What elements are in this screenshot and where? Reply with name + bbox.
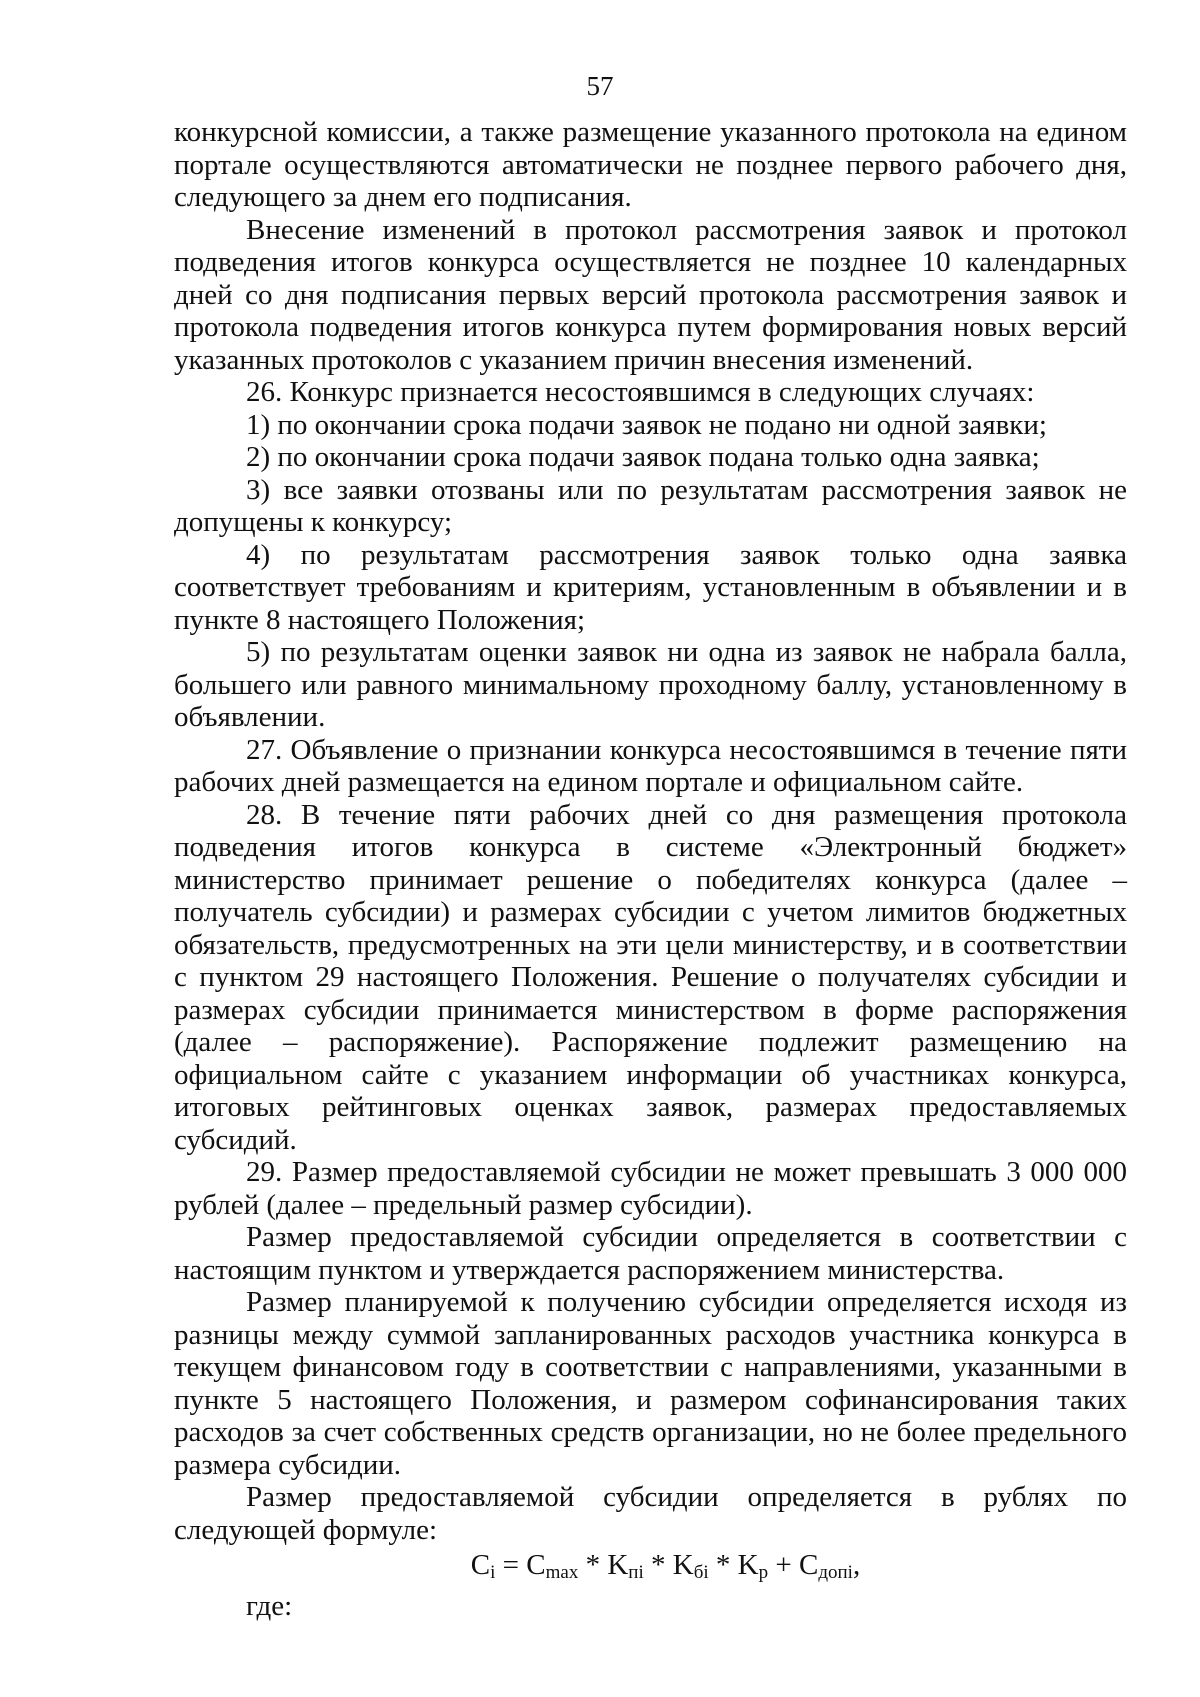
paragraph: 1) по окончании срока подачи заявок не подано ни одной заявки; [246,408,1047,441]
formula-op4: + C [768,1549,819,1581]
formula-sub-r: р [758,1562,769,1583]
formula-tail: , [852,1549,861,1581]
paragraph: 2) по окончании срока подачи заявок подана только одна заявка; [246,441,1040,473]
paragraph: 3) все заявки отозваны или по результатам рассмотрения заявок не допущены к конкурсу; [174,473,1127,538]
paragraph: 26. Конкурс признается несостоявшимся в следующих случаях: [246,376,1035,408]
formula-sub-dop: допi [818,1562,853,1583]
paragraph-list [174,116,1127,1546]
formula-eq: = C [495,1549,546,1581]
paragraph: 28. В течение пяти рабочих дней со дня размещения протокола подведения итогов конкурса в системе «Электронный бюджет» министерство принимает решение о победителях конкурса (далее – получатель субсидии) и размерах субсидии с учетом лимитов бюджетных обязательств, предусмотренных на эти цели министерству, и в соответствии с пунктом 29 настоящего Положения. Решение о получателях субсидии и размерах субсидии принимается министерством в форме распоряжения (далее – распоряжение). Распоряжение подлежит размещению на официальном сайте с указанием информации об участниках конкурса, итоговых рейтинговых оценках заявок, размерах предоставляемых субсидий. [174,798,1127,1156]
formula-c: C [470,1549,491,1581]
where-label: где: [246,1590,293,1622]
paragraph: Размер предоставляемой субсидии определяется в рублях по следующей формуле: [174,1481,1127,1546]
formula-op2: * K [643,1549,694,1581]
formula-sub-bi: бi [693,1562,709,1583]
formula-sub-i: i [490,1562,496,1583]
page-number: 57 [586,71,614,101]
paragraph: 27. Объявление о признании конкурса несостоявшимся в течение пяти рабочих дней размещается на едином портале и официальном сайте. [174,733,1127,798]
paragraph: 5) по результатам оценки заявок ни одна из заявок не набрала балла, большего или равного минимальному проходному баллу, установленному в объявлении. [174,636,1127,733]
paragraph: Внесение изменений в протокол рассмотрения заявок и протокол подведения итогов конкурса осуществляется не позднее 10 календарных дней со дня подписания первых версий протокола рассмотрения заявок и протокола подведения итогов конкурса путем формирования новых версий указанных протоколов с указанием причин внесения изменений. [174,213,1127,376]
paragraph: Размер предоставляемой субсидии определяется в соответствии с настоящим пунктом и утверждается распоряжением министерства. [174,1221,1127,1286]
paragraph: Размер планируемой к получению субсидии определяется исходя из разницы между суммой запланированных расходов участника конкурса в текущем финансовом году в соответствии с направлениями, указанными в пункте 5 настоящего Положения, и размером софинансирования таких расходов за счет собственных средств организации, но не более предельного размера субсидии. [174,1286,1127,1481]
paragraph: 4) по результатам рассмотрения заявок только одна заявка соответствует требованиям и критериям, установленным в объявлении и в пункте 8 настоящего Положения; [174,538,1127,636]
formula-op3: * K [708,1549,759,1581]
subsidy-formula [174,1546,1127,1584]
paragraph: 29. Размер предоставляемой субсидии не может превышать 3 000 000 рублей (далее – предельный размер субсидии). [174,1156,1127,1221]
formula-op1: * K [578,1549,629,1581]
paragraph: конкурсной комиссии, а также размещение указанного протокола на едином портале осуществляются автоматически не позднее первого рабочего дня, следующего за днем его подписания. [174,116,1127,213]
formula-sub-max: max [545,1562,579,1583]
formula-sub-pi: пi [628,1562,644,1583]
document-body [174,116,1127,1623]
